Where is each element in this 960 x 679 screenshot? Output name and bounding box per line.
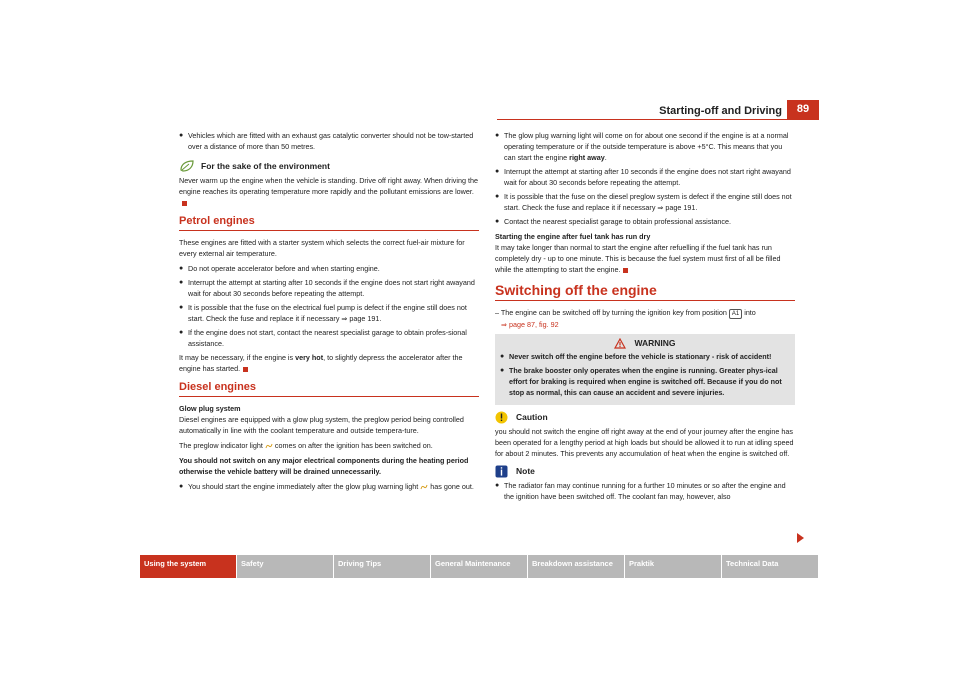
list-item: ● The glow plug warning light will come on for about one second if the engine is at a normal operating temperature or if the outside temperature is above +5°C. This means that you can start the engine right away. (495, 131, 789, 162)
environment-heading: For the sake of the environment (179, 160, 479, 172)
environment-text: Never warm up the engine when the vehicle is standing. Drive off right away. When driving the engine reaches its operating temperature more rapidly and the pollutant emissions are lower. (179, 175, 479, 208)
petrol-note: It may be necessary, if the engine is very hot, to slightly depress the accelerator after the engine has started. (179, 353, 463, 373)
glow-text: Diesel engines are equipped with a glow plug system, the preglow period being controlled automatically in line with the coolant temperature and outside tempera-ture. (179, 415, 464, 435)
caution-heading: Caution (495, 411, 795, 424)
end-mark-icon (623, 268, 628, 273)
caution-text: you should not switch the engine off right away at the end of your journey after the engine has been operated for a lengthy period at high loads but should be allowed it to run at idling speed for about 2 minutes. This prevents any accumulation of heat when the engine is switched off. (495, 427, 794, 458)
list-item: ● The radiator fan may continue running for a further 10 minutes or so after the engine and the ignition have been switched off. The coolant fan may, however, also (495, 481, 786, 501)
indicator-text: The preglow indicator light comes on after the ignition has been switched on. (179, 441, 433, 450)
warning-triangle-icon (614, 338, 626, 349)
warning-title: WARNING (500, 338, 790, 349)
bullet-icon: ● (179, 279, 184, 286)
battery-warning: You should not switch on any major electrical components during the heating period otherwise the vehicle battery will be drained unnecessarily. (179, 456, 469, 476)
refuel-subheading: Starting the engine after fuel tank has run dry (495, 232, 651, 241)
switch-off-step: – The engine can be switched off by turning the ignition key from position A1 into ⇒ page 87, fig. 92 (495, 308, 756, 329)
tab-safety[interactable]: Safety (237, 555, 334, 578)
bullet-icon: ● (179, 132, 184, 139)
petrol-heading: Petrol engines (179, 216, 479, 231)
tab-technical-data[interactable]: Technical Data (722, 555, 819, 578)
petrol-intro: These engines are fitted with a starter system which selects the correct fuel-air mixture for every external air temperature. (179, 238, 465, 258)
next-page-arrow-icon[interactable] (797, 533, 804, 543)
diesel-heading: Diesel engines (179, 382, 479, 397)
list-item: ● It is possible that the fuse on the diesel preglow system is defect if the engine still does not start. Check the fuse and replace it if necessary ⇒ page 191. (495, 192, 792, 212)
list-item: ● Never switch off the engine before the vehicle is stationary - risk of accident! (500, 352, 772, 361)
caution-icon (495, 411, 508, 424)
bullet-icon: ● (495, 218, 500, 225)
bullet-icon: ● (500, 367, 505, 374)
list-item: ● Contact the nearest specialist garage to obtain professional assistance. (495, 217, 731, 226)
left-column (179, 130, 479, 495)
list-item: ● If the engine does not start, contact the nearest specialist garage to obtain profes-sional assistance. (179, 328, 467, 348)
bullet-icon: ● (495, 482, 500, 489)
bullet-icon: ● (495, 132, 500, 139)
switch-off-heading: Switching off the engine (495, 285, 795, 301)
key-position-badge: A1 (729, 309, 742, 319)
bullet-icon: ● (179, 265, 184, 272)
footer-nav (140, 555, 820, 578)
bullet-icon: ● (179, 329, 184, 336)
bullet-icon: ● (495, 168, 500, 175)
bullet-icon: ● (500, 353, 505, 360)
tab-breakdown-assistance[interactable]: Breakdown assistance (528, 555, 625, 578)
tab-driving-tips[interactable]: Driving Tips (334, 555, 431, 578)
list-item: ● You should start the engine immediately after the glow plug warning light has gone out. (179, 482, 474, 491)
refuel-text: It may take longer than normal to start the engine after refuelling if the fuel tank has run completely dry - up to one minute. This is because the fuel system must first of all be filled while the attempting to start the engine. (495, 243, 781, 274)
note-icon (495, 465, 508, 478)
end-mark-icon (182, 201, 187, 206)
bullet-icon: ● (495, 193, 500, 200)
tab-using-the-system[interactable]: Using the system (140, 555, 237, 578)
warning-box (495, 334, 795, 405)
list-item: ● Interrupt the attempt at starting after 10 seconds if the engine does not start right awayand wait for about 30 seconds before repeating the attempt. (179, 278, 475, 298)
tab-general-maintenance[interactable]: General Maintenance (431, 555, 528, 578)
glow-subheading: Glow plug system (179, 404, 241, 413)
list-item: ● The brake booster only operates when the engine is running. Greater phys-ical effort for braking is required when engine is switched off. Because if you do not stop as normal, this can cause an accident and severe injuries. (500, 366, 782, 397)
note-heading: Note (495, 465, 795, 478)
list-item: ● Vehicles which are fitted with an exhaust gas catalytic converter should not be tow-started over a distance of more than 50 metres. (179, 131, 474, 151)
page-number: 89 (787, 100, 819, 119)
environment-leaf-icon (179, 160, 195, 172)
bullet-icon: ● (179, 483, 184, 490)
list-item: ● Interrupt the attempt at starting after 10 seconds if the engine does not start right awayand wait for about 30 seconds before repeating the attempt. (495, 167, 791, 187)
tab-praktik[interactable]: Praktik (625, 555, 722, 578)
end-mark-icon (243, 367, 248, 372)
glow-plug-icon (265, 443, 273, 449)
page-reference-link[interactable]: ⇒ page 87, fig. 92 (501, 320, 559, 329)
page-header-title: Starting-off and Driving (659, 105, 782, 117)
list-item: ● It is possible that the fuse on the electrical fuel pump is defect if the engine still does not start. Check the fuse and replace it if necessary ⇒ page 191. (179, 303, 467, 323)
list-item: ● Do not operate accelerator before and when starting engine. (179, 264, 380, 273)
right-column (495, 130, 795, 505)
bullet-icon: ● (179, 304, 184, 311)
header-rule (497, 119, 819, 120)
